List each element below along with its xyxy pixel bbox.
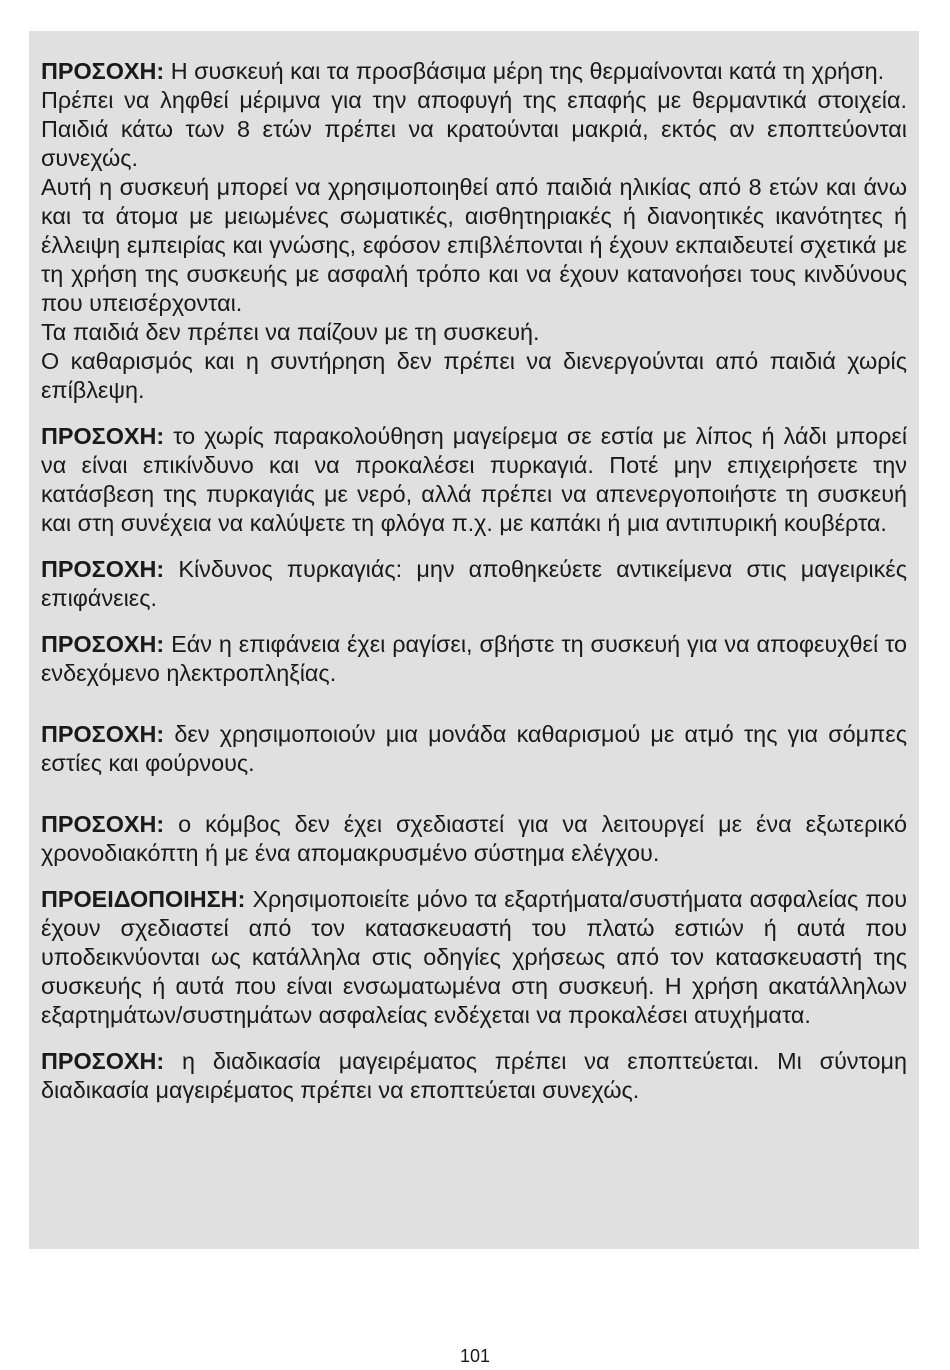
warning-label: ΠΡΟΣΟΧΗ: — [41, 58, 165, 84]
warning-paragraph — [41, 810, 907, 868]
warning-label: ΠΡΟΣΟΧΗ: — [41, 631, 165, 657]
warning-block-supervision — [41, 1047, 907, 1105]
warning-paragraph — [41, 720, 907, 778]
warning-label: ΠΡΟΕΙΔΟΠΟΙΗΣΗ: — [41, 886, 246, 912]
warning-paragraph: Πρέπει να ληφθεί μέριμνα για την αποφυγή της επαφής με θερμαντικά στοιχεία. Παιδιά κάτω των 8 ετών πρέπει να κρατούνται μακριά, εκτός αν εποπτεύονται συνεχώς. — [41, 87, 907, 171]
warning-text: το χωρίς παρακολούθηση μαγείρεμα σε εστία με λίπος ή λάδι μπορεί να είναι επικίνδυνο και να προκαλέσει πυρκαγιά. Ποτέ μην επιχειρήσετε την κατάσβεση της πυρκαγιάς με νερό, αλλά πρέπει να απενεργοποιήστε τη συσκευή και στη συνέχεια να καλύψετε τη φλόγα π.χ. με καπάκι ή μια αντιπυρική κουβέρτα. — [41, 423, 908, 536]
warning-block-oil-fire — [41, 422, 907, 538]
warning-paragraph — [41, 57, 907, 86]
warning-paragraph — [41, 555, 907, 613]
warning-label: ΠΡΟΣΟΧΗ: — [41, 811, 165, 837]
warning-paragraph: Αυτή η συσκευή μπορεί να χρησιμοποιηθεί από παιδιά ηλικίας από 8 ετών και άνω και τα άτομα με μειωμένες σωματικές, αισθητηριακές ή διανοητικές ικανότητες ή έλλειψη εμπειρίας και γνώσης, εφόσον επιβλέπονται ή έχουν εκπαιδευτεί σχετικά με τη χρήση της συσκευής με ασφαλή τρόπο και να έχουν κατανοήσει τους κινδύνους που υπεισέρχονται. — [41, 174, 907, 316]
warning-paragraph — [41, 1047, 907, 1105]
warning-block-fire-risk — [41, 555, 907, 613]
warning-paragraph: Ο καθαρισμός και η συντήρηση δεν πρέπει να διενεργούνται από παιδιά χωρίς επίβλεψη. — [41, 348, 907, 403]
safety-warnings-panel — [29, 31, 919, 1249]
warning-paragraph — [41, 885, 907, 1030]
warning-text: Κίνδυνος πυρκαγιάς: μην αποθηκεύετε αντικείμενα στις μαγειρικές επιφάνειες. — [41, 556, 907, 611]
warning-paragraph: Τα παιδιά δεν πρέπει να παίζουν με τη συσκευή. — [41, 319, 540, 345]
warning-text: Χρησιμοποιείτε μόνο τα εξαρτήματα/συστήματα ασφαλείας που έχουν σχεδιαστεί από τον κατασκευαστή του πλατώ εστιών ή αυτά που υποδεικνύονται ως κατάλληλα στις οδηγίες χρήσεως από τον κατασκευαστή της συσκευής ή αυτά που είναι ενσωματωμένα στη συσκευή. Η χρήση ακατάλληλων εξαρτημάτων/συστημάτων ασφαλείας ενδέχεται να προκαλέσει ατυχήματα. — [41, 886, 907, 1028]
warning-text: ο κόμβος δεν έχει σχεδιαστεί για να λειτουργεί με ένα εξωτερικό χρονοδιακόπτη ή με ένα απομακρυσμένο σύστημα ελέγχου. — [41, 811, 907, 866]
warning-block-accessories — [41, 885, 907, 1030]
warning-text: Εάν η επιφάνεια έχει ραγίσει, σβήστε τη συσκευή για να αποφευχθεί το ενδεχόμενο ηλεκτροπληξίας. — [41, 631, 907, 686]
warning-label: ΠΡΟΣΟΧΗ: — [41, 423, 165, 449]
warning-paragraph — [41, 630, 907, 688]
warning-label: ΠΡΟΣΟΧΗ: — [41, 556, 165, 582]
warning-block-cracked-surface — [41, 630, 907, 688]
warning-text: Η συσκευή και τα προσβάσιμα μέρη της θερμαίνονται κατά τη χρήση. — [170, 58, 885, 84]
warning-block-external-timer — [41, 810, 907, 868]
warning-label: ΠΡΟΣΟΧΗ: — [41, 721, 165, 747]
warning-block-steam-cleaner — [41, 720, 907, 778]
page-number: 101 — [459, 1346, 491, 1366]
warning-text: δεν χρησιμοποιούν μια μονάδα καθαρισμού με ατμό της για σόμπες εστίες και φούρνους. — [41, 721, 907, 776]
warning-paragraph — [41, 422, 907, 538]
warning-label: ΠΡΟΣΟΧΗ: — [41, 1048, 165, 1074]
warning-block-hot-surfaces — [41, 57, 907, 405]
warning-text: η διαδικασία μαγειρέματος πρέπει να εποπτεύεται. Μι σύντομη διαδικασία μαγειρέματος πρέπει να εποπτεύεται συνεχώς. — [41, 1048, 907, 1103]
